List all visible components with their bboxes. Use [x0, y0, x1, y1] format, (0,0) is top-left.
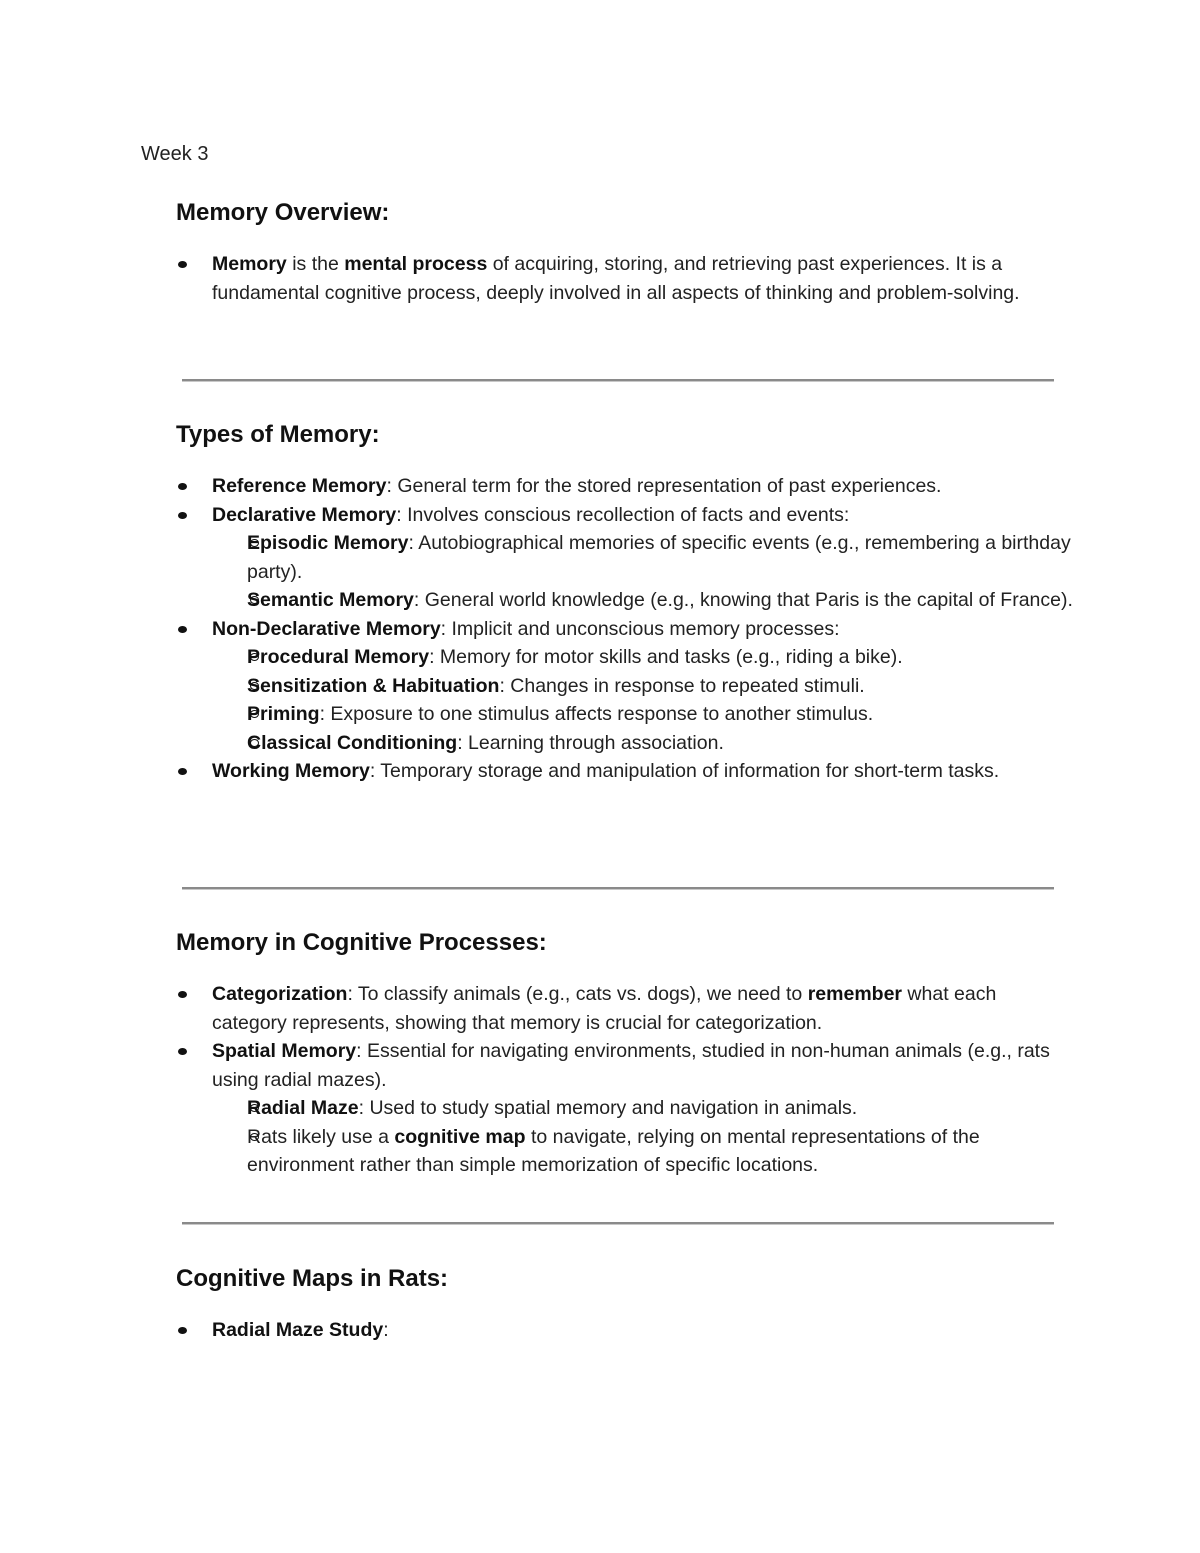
section-heading: Cognitive Maps in Rats:: [176, 1265, 449, 1292]
bold-term: Semantic Memory: [247, 589, 414, 611]
hollow-bullet-icon: [250, 596, 259, 604]
hollow-bullet-icon: [250, 1104, 259, 1112]
item-text: : General world knowledge (e.g., knowing that Paris is the capital of France).: [413, 589, 1073, 611]
bullet-icon: [178, 512, 187, 519]
bullet-list: [176, 1316, 1076, 1345]
section-memory-in-cognitive-processes: [176, 928, 1076, 1180]
item-text: of acquiring, storing, and retrieving past experiences. It is a fundamental cognitive process, deeply involved in all aspects of thinking and problem-solving.: [212, 253, 1020, 304]
list-item: [176, 1037, 1076, 1180]
hollow-bullet-icon: [250, 653, 259, 661]
bold-term: Non-Declarative Memory: [212, 617, 441, 640]
section-heading: Memory in Cognitive Processes:: [176, 929, 547, 956]
bold-term: Sensitization & Habituation: [247, 674, 500, 697]
item-text: : Exposure to one stimulus affects response to another stimulus.: [319, 703, 874, 725]
bold-term: Procedural Memory: [247, 646, 430, 668]
item-text: : Changes in response to repeated stimuli.: [499, 674, 865, 697]
list-item: [176, 1316, 1076, 1345]
bullet-icon: [178, 626, 187, 633]
item-text: : To classify animals (e.g., cats vs. dogs), we need to: [347, 983, 808, 1005]
item-text: : General term for the stored representation of past experiences.: [386, 475, 942, 497]
bullet-icon: [178, 483, 187, 490]
sub-list-item: [176, 1123, 1076, 1180]
section-heading: Types of Memory:: [176, 421, 380, 448]
horizontal-divider: [182, 887, 1054, 890]
item-text: : Autobiographical memories of specific events (e.g., remembering a birthday party).: [247, 532, 1071, 583]
bold-term: Spatial Memory: [212, 1040, 357, 1062]
sub-list: [212, 529, 1076, 615]
section-cognitive-maps-in-rats: [176, 1264, 1076, 1345]
item-text: : Implicit and unconscious memory processes:: [440, 617, 840, 640]
bold-term: cognitive map: [394, 1125, 526, 1148]
sub-list: [212, 643, 1076, 757]
item-text: Rats likely use a: [247, 1125, 395, 1148]
bullet-icon: [178, 1327, 187, 1334]
bold-term: Radial Maze Study: [212, 1319, 384, 1341]
bold-term: Priming: [247, 703, 320, 725]
hollow-bullet-icon: [250, 1133, 259, 1141]
item-text: is the: [286, 253, 345, 275]
bold-term: remember: [807, 983, 903, 1005]
hollow-bullet-icon: [250, 539, 259, 547]
item-text: : Essential for navigating environments, studied in non-human animals (e.g., rats using radial mazes).: [212, 1040, 1050, 1091]
item-text: : Used to study spatial memory and navigation in animals.: [358, 1097, 858, 1119]
item-text: : Involves conscious recollection of facts and events:: [396, 503, 850, 526]
sub-list-item: [176, 643, 1076, 672]
list-item: [176, 615, 1076, 758]
bold-term: Classical Conditioning: [247, 731, 458, 754]
item-text: to navigate, relying on mental representations of the environment rather than simple memorization of specific locations.: [247, 1125, 980, 1176]
bold-term: Working Memory: [212, 760, 370, 782]
bullet-icon: [178, 768, 187, 775]
bullet-list: [176, 980, 1076, 1180]
hollow-bullet-icon: [250, 710, 259, 718]
list-item: [176, 757, 1076, 786]
sub-list-item: [176, 672, 1076, 701]
sub-list-item: [176, 586, 1076, 615]
list-item: [176, 501, 1076, 615]
horizontal-divider: [182, 379, 1054, 382]
bold-term: Declarative Memory: [212, 503, 397, 526]
list-item: [176, 980, 1076, 1037]
list-item: [176, 250, 1076, 307]
bold-term: mental process: [344, 253, 488, 275]
sub-list-item: [176, 1094, 1076, 1123]
section-memory-overview: [176, 198, 1076, 307]
horizontal-divider: [182, 1222, 1054, 1225]
item-text: :: [383, 1319, 389, 1341]
bullet-list: [176, 250, 1076, 307]
bullet-icon: [178, 1048, 187, 1055]
bullet-icon: [178, 261, 187, 268]
sub-list: [212, 1094, 1076, 1180]
sub-list-item: [176, 700, 1076, 729]
bold-term: Episodic Memory: [247, 532, 409, 554]
section-heading: Memory Overview:: [176, 199, 390, 226]
hollow-bullet-icon: [250, 682, 259, 690]
item-text: : Learning through association.: [457, 731, 724, 754]
hollow-bullet-icon: [250, 739, 259, 747]
bold-term: Radial Maze: [247, 1097, 359, 1119]
bullet-icon: [178, 991, 187, 998]
item-text: what each category represents, showing that memory is crucial for categorization.: [212, 983, 997, 1034]
sub-list-item: [176, 529, 1076, 586]
bold-term: Reference Memory: [212, 475, 387, 497]
list-item: [176, 472, 1076, 501]
section-types-of-memory: [176, 420, 1076, 786]
bullet-list: [176, 472, 1076, 786]
sub-list-item: [176, 729, 1076, 758]
item-text: : Temporary storage and manipulation of information for short-term tasks.: [369, 760, 1000, 782]
bold-term: Memory: [212, 253, 287, 275]
bold-term: Categorization: [212, 983, 348, 1005]
item-text: : Memory for motor skills and tasks (e.g., riding a bike).: [429, 646, 903, 668]
week-label: Week 3: [141, 143, 209, 165]
